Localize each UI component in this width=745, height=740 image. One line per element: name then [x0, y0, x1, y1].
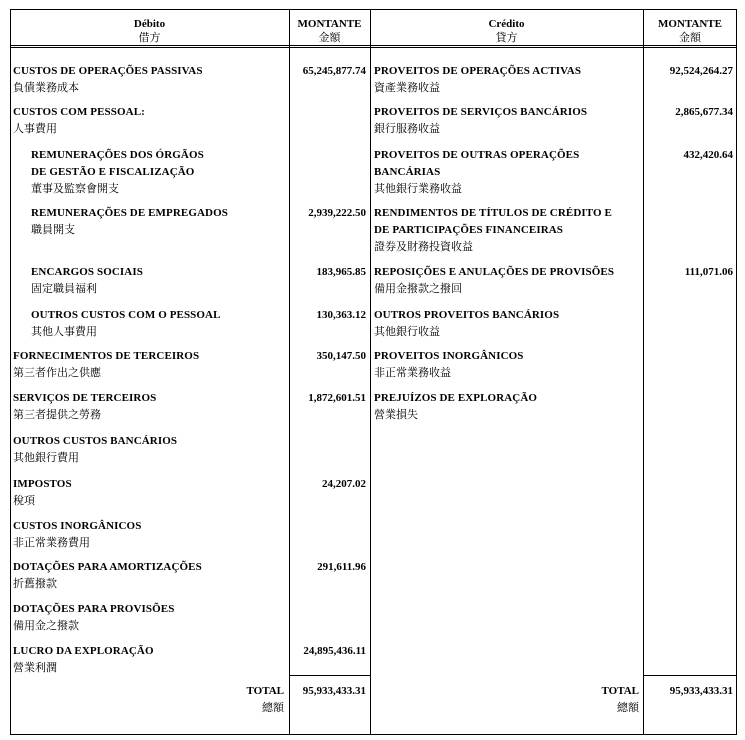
credit-row-label: PROVEITOS INORGÂNICOS 非正常業務收益: [374, 350, 524, 379]
debit-row-label: REMUNERAÇÕES DOS ÓRGÃOS DE GESTÃO E FISCALIZAÇÃO 董事及監察會開支: [31, 149, 204, 195]
debit-row-amount: 24,895,436.11: [303, 645, 366, 657]
credit-row-label: PROVEITOS DE OPERAÇÕES ACTIVAS 資產業務收益: [374, 65, 582, 94]
debit-row-amount: 1,872,601.51: [308, 392, 366, 404]
debit-row-label: CUSTOS INORGÂNICOS 非正常業務費用: [13, 520, 142, 549]
debit-header: [10, 17, 289, 45]
credit-header-pt: Crédito: [488, 18, 525, 30]
debit-row-label: IMPOSTOS 稅項: [13, 478, 72, 507]
header-separator: [10, 45, 737, 48]
credit-amount-header: [643, 17, 737, 45]
montante-header-zh: 金額: [679, 32, 701, 44]
credit-row-amount: 111,071.06: [684, 266, 733, 278]
debit-row-amount: 130,363.12: [316, 309, 366, 321]
debit-row-amount: 183,965.85: [316, 266, 366, 278]
column-divider: [370, 9, 371, 735]
debit-row-amount: 24,207.02: [322, 478, 366, 490]
debit-row-label: OUTROS CUSTOS BANCÁRIOS 其他銀行費用: [13, 435, 178, 464]
debit-total-label: TOTAL 總額: [246, 685, 284, 714]
credit-total-label: TOTAL 總額: [601, 685, 639, 714]
column-divider: [289, 9, 290, 735]
debit-row-label: REMUNERAÇÕES DE EMPREGADOS 職員開支: [31, 207, 228, 236]
credit-header-zh: 貸方: [495, 32, 518, 44]
montante-header-zh: 金額: [318, 32, 341, 44]
debit-row-label: DOTAÇÕES PARA PROVISÕES 備用金之撥款: [13, 603, 175, 632]
credit-header: [370, 17, 643, 45]
montante-header-pt: MONTANTE: [658, 18, 722, 30]
credit-total-amount: 95,933,433.31: [669, 685, 733, 697]
debit-total-amount: 95,933,433.31: [302, 685, 366, 697]
debit-row-label: OUTROS CUSTOS COM O PESSOAL 其他人事費用: [31, 309, 221, 338]
credit-row-label: REPOSIÇÕES E ANULAÇÕES DE PROVISÕES 備用金撥款之撥回: [374, 266, 615, 295]
debit-header-zh: 借方: [138, 32, 161, 44]
debit-row-label: CUSTOS COM PESSOAL: 人事費用: [13, 106, 145, 135]
total-separator: [289, 675, 370, 676]
credit-row-amount: 432,420.64: [683, 149, 733, 161]
credit-row-label: RENDIMENTOS DE TÍTULOS DE CRÉDITO E DE PARTICIPAÇÕES FINANCEIRAS 證券及財務投資收益: [374, 207, 612, 253]
debit-row-amount: 291,611.96: [317, 561, 366, 573]
total-separator: [643, 675, 737, 676]
debit-row-amount: 350,147.50: [316, 350, 366, 362]
montante-header-pt: MONTANTE: [297, 18, 362, 30]
credit-row-label: PROVEITOS DE SERVIÇOS BANCÁRIOS 銀行服務收益: [374, 106, 588, 135]
debit-amount-header: [289, 17, 370, 45]
credit-row-label: PROVEITOS DE OUTRAS OPERAÇÕES BANCÁRIAS 其他銀行業務收益: [374, 149, 580, 195]
debit-row-label: ENCARGOS SOCIAIS 固定職員福利: [31, 266, 143, 295]
debit-row-amount: 65,245,877.74: [302, 65, 366, 77]
debit-row-label: SERVIÇOS DE TERCEIROS 第三者提供之勞務: [13, 392, 157, 421]
debit-row-label: FORNECIMENTOS DE TERCEIROS 第三者作出之供應: [13, 350, 200, 379]
credit-row-amount: 2,865,677.34: [675, 106, 733, 118]
credit-row-amount: 92,524,264.27: [669, 65, 733, 77]
debit-row-label: LUCRO DA EXPLORAÇÃO 營業利潤: [13, 645, 154, 674]
debit-row-label: DOTAÇÕES PARA AMORTIZAÇÕES 折舊撥款: [13, 561, 202, 590]
credit-row-label: OUTROS PROVEITOS BANCÁRIOS 其他銀行收益: [374, 309, 560, 338]
debit-row-amount: 2,939,222.50: [308, 207, 366, 219]
credit-row-label: PREJUÍZOS DE EXPLORAÇÃO 營業損失: [374, 392, 538, 421]
debit-header-pt: Débito: [133, 18, 166, 30]
debit-row-label: CUSTOS DE OPERAÇÕES PASSIVAS 負債業務成本: [13, 65, 203, 94]
